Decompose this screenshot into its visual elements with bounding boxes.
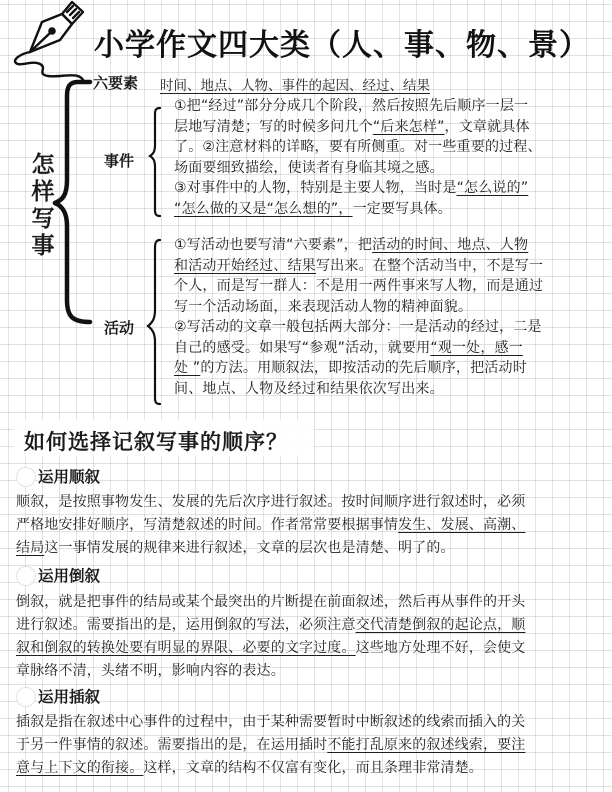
underlined-text: “后来怎样”: [372, 118, 445, 135]
underlined-text: 交代清楚倒叙的起论点，顺: [355, 617, 526, 633]
text-run: 场面要细致描绘，使读者有身临其境之感。: [174, 159, 444, 176]
text-run: 的方法。用顺叙法，即按活动的先后顺序，把活动时: [200, 360, 527, 376]
subsection-title-chronological: 运用顺叙: [38, 468, 101, 486]
text-line: [16, 614, 600, 637]
text-line: [16, 591, 600, 614]
underlined-text: 活动的时间、地点、人物: [372, 237, 529, 253]
text-run: 倒叙，就是把事件的结局或某个最突出的片断提在前面叙述，然后再从事件的开头: [16, 594, 526, 610]
text-run: 一定要写具体。: [352, 200, 452, 217]
underlined-text: 结局: [16, 540, 45, 556]
underlined-text: “怎么做的又是“怎么想的”，: [174, 200, 353, 217]
circle-bullet-icon: [16, 467, 36, 487]
text-line: [174, 379, 604, 400]
text-line: [174, 358, 604, 379]
text-line: [174, 96, 604, 117]
underlined-text: “怎么说的”: [456, 180, 529, 196]
text-line: [174, 137, 604, 158]
text-line: [16, 757, 600, 780]
branch-label-activity: 活动: [104, 319, 135, 337]
text-line: [16, 491, 600, 514]
text-run: 了。②注意材料的详略，要有所侧重。对一些重要的过程、: [174, 139, 542, 155]
subsection-body-interpolation: [16, 711, 600, 780]
six-elements-label: 六要素: [93, 74, 139, 92]
text-run: ①把“经过”部分分成几个阶段，然后按照先后顺序一层一: [174, 98, 529, 114]
text-line: [16, 660, 600, 683]
circle-bullet-icon: [16, 687, 36, 707]
text-run: 进行叙述。需要指出的是，运用倒叙的写法，必须注意: [16, 617, 356, 633]
text-line: [174, 158, 604, 179]
text-run: 写一个活动场面，来表现活动人物的精神面貌。: [174, 298, 473, 315]
mindmap-root-text: 怎样写事: [27, 152, 54, 260]
subsection-body-chronological: [16, 491, 600, 560]
underlined-text: “观一处，感一: [430, 339, 523, 356]
text-run: ①写活动也要写清“六要素”，把: [174, 237, 373, 253]
subsection-title-flashback: 运用倒叙: [38, 567, 101, 585]
text-line: [174, 317, 604, 338]
text-line: [174, 117, 604, 138]
text-line: [174, 297, 604, 318]
text-run: 这样，文章的结构不仅富有变化，而且条理非常清楚。: [143, 760, 483, 776]
text-run: ②写活动的文章一般包括两大部分：一是活动的经过，二是: [174, 319, 542, 335]
text-run: 于另一件事情的叙述。需要指出的是，在运用插时: [16, 737, 328, 753]
text-line: [174, 178, 604, 199]
text-run: 顺叙，是按照事物发生、发展的先后次序进行叙述。按时间顺序进行叙述时，必须: [16, 494, 526, 510]
text-run: 自己的感受。如果写“参观”活动，就要用: [174, 339, 431, 356]
text-line: [174, 235, 604, 256]
underlined-text: 发生、发展、高潮、: [398, 517, 526, 533]
branch-label-event: 事件: [104, 152, 135, 170]
text-line: [16, 514, 600, 537]
branch-event-text: [174, 96, 604, 219]
text-run: ③对事件中的人物，特别是主要人物，当时是: [174, 180, 457, 196]
text-run: 插叙是指在叙述中心事件的过程中，由于某种需要暂时中断叙述的线索而插入的关: [16, 714, 526, 730]
text-line: [16, 637, 600, 660]
underlined-text: 叙和倒叙的转换处要有明显的界限、必要的文字过度。: [16, 640, 356, 656]
text-run: 层地写清楚；写的时候多问几个: [174, 118, 373, 135]
text-run: ，文章就具体: [444, 118, 530, 135]
text-run: 个人，而是写一群人：不是用一两件事来写人物，而是通过: [174, 278, 544, 294]
text-line: [174, 199, 604, 220]
text-line: [16, 734, 600, 757]
underlined-text: 处 ”: [174, 360, 201, 376]
circle-bullet-icon: [16, 566, 36, 586]
underlined-text: 不能打乱原来的叙述线索，要注: [327, 737, 526, 753]
text-run: 严格地安排好顺序，写清楚叙述的时间。作者常常要根据事情: [16, 517, 399, 533]
text-run: 写出来。在整个活动当中，不是写一: [316, 257, 544, 274]
text-line: [174, 276, 604, 297]
text-line: [16, 537, 600, 560]
text-line: [16, 711, 600, 734]
page-title: 小学作文四大类（人、事、物、景）: [94, 28, 590, 63]
text-run: 间、地点、人物及经过和结果依次写出来。: [174, 380, 444, 397]
underlined-text: 和活动开始经过、结果: [174, 257, 316, 274]
text-run: 章脉络不清，头绪不明，影响内容的表达。: [16, 663, 285, 679]
branch-activity-text: [174, 235, 604, 399]
section-heading: 如何选择记叙写事的顺序？: [24, 430, 288, 454]
text-line: [174, 338, 604, 359]
subsection-title-interpolation: 运用插叙: [38, 688, 101, 706]
subsection-body-flashback: [16, 591, 600, 683]
underlined-text: 意与上下文的衔接。: [16, 760, 144, 776]
text-run: 这些地方处理不好，会使文: [355, 640, 526, 656]
text-run: 这一事情发展的规律来进行叙述，文章的层次也是清楚、明了的。: [44, 540, 455, 556]
mindmap-root-title: [22, 152, 58, 260]
six-elements-value: 时间、地点、人物、事件的起因、经过、结果: [160, 78, 430, 94]
text-line: [174, 256, 604, 277]
